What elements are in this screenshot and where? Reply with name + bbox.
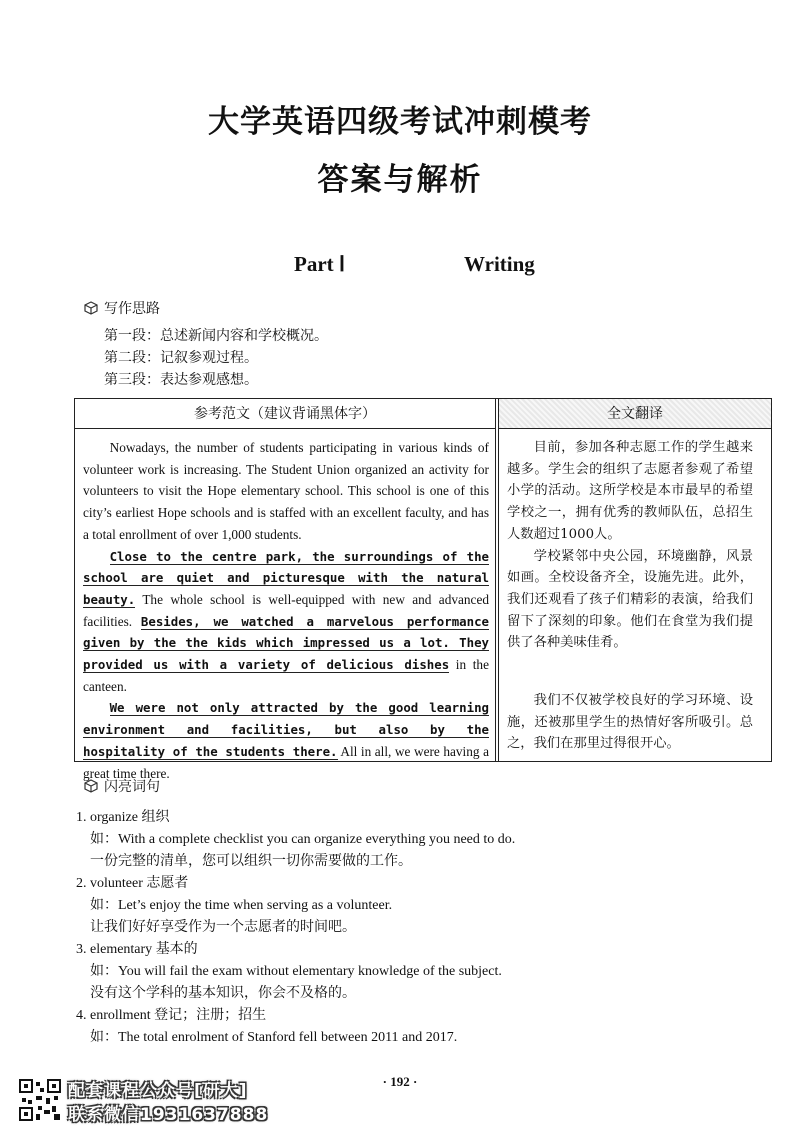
example-text: With a complete checklist you can organize everything you need to do. (118, 832, 516, 847)
essay-text: The whole school is well-equipped with new and advanced facilities. (83, 591, 489, 629)
document-subtitle: 答案与解析 (317, 162, 483, 198)
idea-line: 第一段：总述新闻内容和学校概况。 (104, 328, 328, 344)
qr-code-icon (18, 1078, 62, 1122)
item-word: elementary (90, 942, 153, 957)
vocab-item (76, 872, 188, 892)
translation-paragraph: 学校紧邻中央公园，环境幽静，风景如画。全校设备齐全，设施先进。此外，我们还观看了孩子们精彩的表演，给我们留下了深刻的印象。他们在食堂为我们提供了各种美味佳肴。 (507, 548, 753, 651)
vocab-item (76, 938, 198, 958)
section-heading-text: 闪亮词句 (104, 779, 160, 795)
example-sentence (90, 1026, 457, 1046)
essay-header: 参考范文（建议背诵黑体字） (75, 399, 495, 429)
example-label: 如： (90, 963, 118, 979)
page-number: · 192 · (382, 1074, 418, 1089)
essay-paragraph (83, 546, 489, 698)
cube-icon (84, 301, 98, 315)
translation (507, 437, 753, 755)
item-word: organize (90, 810, 138, 825)
watermark-line-1: 配套课程公众号[研大] (68, 1081, 248, 1101)
item-number: 2. (76, 876, 87, 891)
document-title: 大学英语四级考试冲刺模考 (208, 104, 592, 140)
essay-text: All in all, we were having a great time there. (83, 743, 489, 781)
part-name: Writing (464, 252, 535, 276)
item-word: volunteer (90, 876, 143, 891)
item-number: 4. (76, 1008, 87, 1023)
example-text: Let’s enjoy the time when serving as a volunteer. (118, 898, 393, 913)
essay-paragraph (83, 697, 489, 784)
key-sentence: Close to the centre park, the surroundings of the school are quiet and picturesque with the natural beauty. (83, 548, 489, 607)
watermark-line-2: 联系微信1931637888 (68, 1105, 269, 1125)
part-label: Part Ⅰ (294, 252, 346, 276)
key-sentence: Besides, we watched a marvelous performance given by the the kids which impressed us a lot. They provided us with a variety of delicious dishes (83, 613, 489, 673)
translation-header: 全文翻译 (499, 399, 771, 429)
example-text: The total enrolment of Stanford fell between 2011 and 2017. (118, 1030, 458, 1045)
idea-line: 第三段：表达参观感想。 (104, 372, 258, 388)
example-sentence (90, 894, 392, 914)
item-word: enrollment (90, 1008, 151, 1023)
example-translation: 没有这个学科的基本知识，你会不及格的。 (90, 985, 356, 1001)
writing-ideas-heading (84, 298, 160, 318)
example-text: You will fail the exam without elementary knowledge of the subject. (118, 964, 502, 979)
example-sentence (90, 960, 502, 980)
essay-paragraph: Nowadays, the number of students participating in various kinds of volunteer work is increasing. The Student Union organized an activity for volunteers to visit the Hope elementary school. This school is one of this city’s earliest Hope schools and is staffed with an excellent faculty, and has a total enrollment of over 1,000 students. (83, 440, 489, 542)
idea-line: 第二段：记叙参观过程。 (104, 350, 258, 366)
example-label: 如： (90, 831, 118, 847)
table-divider (495, 399, 499, 761)
section-heading-text: 写作思路 (104, 301, 160, 317)
key-sentence: We were not only attracted by the good learning environment and facilities, but also by the hospitality of the students there. (83, 700, 489, 759)
item-meaning: 基本的 (155, 941, 198, 957)
item-meaning: 登记；注册；招生 (154, 1007, 267, 1023)
item-meaning: 组织 (141, 809, 170, 825)
essay-text: in the canteen. (83, 657, 489, 694)
item-number: 3. (76, 942, 87, 957)
vocab-item (76, 1004, 266, 1024)
translation-paragraph: 我们不仅被学校良好的学习环境、设施，还被那里学生的热情好客所吸引。总之，我们在那里过得很开心。 (507, 693, 753, 752)
item-number: 1. (76, 810, 87, 825)
cube-icon (84, 779, 98, 793)
item-meaning: 志愿者 (146, 875, 189, 891)
example-translation: 一份完整的清单，您可以组织一切你需要做的工作。 (90, 853, 412, 869)
example-label: 如： (90, 1029, 118, 1045)
example-sentence (90, 828, 515, 848)
vocab-item (76, 806, 169, 826)
example-label: 如： (90, 897, 118, 913)
highlights-heading (84, 776, 160, 796)
example-translation: 让我们好好享受作为一个志愿者的时间吧。 (90, 919, 356, 935)
translation-paragraph: 目前，参加各种志愿工作的学生越来越多。学生会的组织了志愿者参观了希望小学的活动。这所学校是本市最早的希望学校之一，拥有优秀的教师队伍，总招生人数超过1000人。 (507, 440, 753, 542)
essay-table (74, 398, 772, 781)
model-essay (83, 437, 489, 784)
